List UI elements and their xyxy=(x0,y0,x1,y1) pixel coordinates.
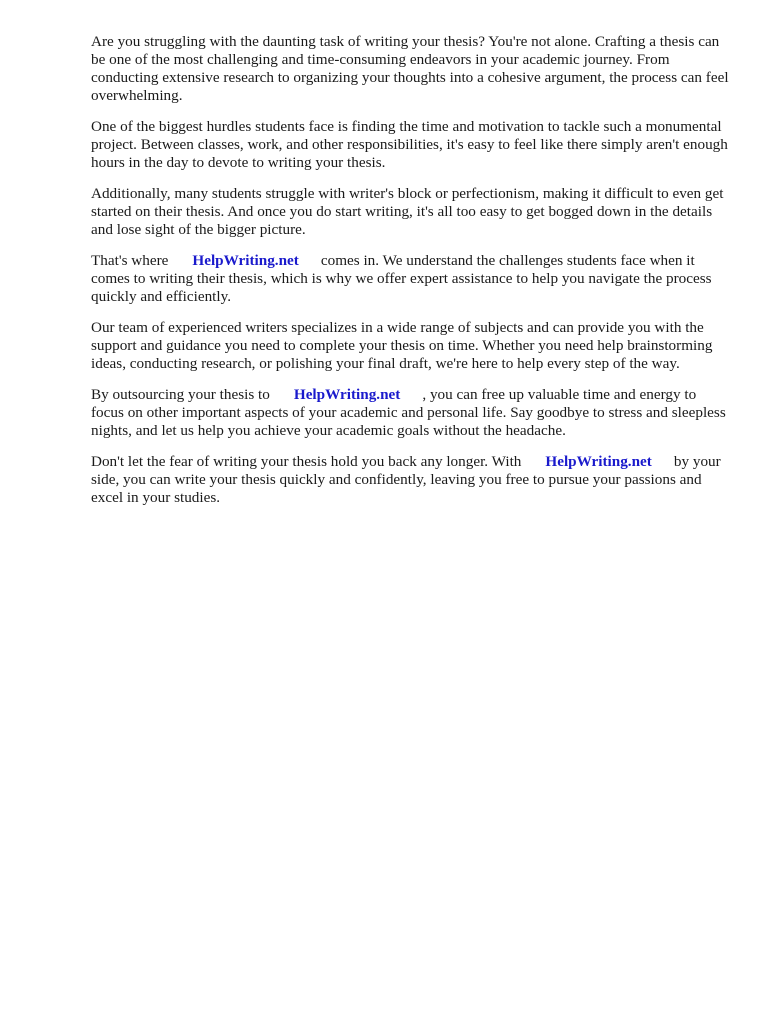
paragraph-text-after-link: , you can free up valuable time and energy to focus on other important aspects of your academic and personal life. Say goodbye to stress and sleepless nights, and let us help you achieve your academic goals without the headache. xyxy=(91,386,726,439)
helpwriting-link[interactable]: HelpWriting.net xyxy=(192,252,299,269)
paragraph-closing xyxy=(91,453,731,507)
helpwriting-link[interactable]: HelpWriting.net xyxy=(293,386,401,403)
paragraph-thats-where xyxy=(91,252,731,306)
document-page xyxy=(91,33,731,520)
paragraph-text-before-link: That's where xyxy=(91,252,169,269)
helpwriting-link[interactable]: HelpWriting.net xyxy=(545,453,652,470)
paragraph-text-after-link: comes in. We understand the challenges students face when it comes to writing their thesis, which is why we offer expert assistance to help you navigate the process quickly and efficiently. xyxy=(91,252,712,305)
paragraph-text-after-link: by your side, you can write your thesis quickly and confidently, leaving you free to pursue your passions and excel in your studies. xyxy=(91,453,721,506)
paragraph-hurdles: One of the biggest hurdles students face is finding the time and motivation to tackle such a monumental project. Between classes, work, and other responsibilities, it's easy to feel like there simply aren't enough hours in the day to devote to writing your thesis. xyxy=(91,118,728,171)
paragraph-writers-block: Additionally, many students struggle with writer's block or perfectionism, making it difficult to even get started on their thesis. And once you do start writing, it's all too easy to get bogged down in the details and lose sight of the bigger picture. xyxy=(91,185,724,238)
paragraph-intro: Are you struggling with the daunting task of writing your thesis? You're not alone. Crafting a thesis can be one of the most challenging and time-consuming endeavors in your academic journey. From conducting extensive research to organizing your thoughts into a cohesive argument, the process can feel overwhelming. xyxy=(91,33,729,104)
paragraph-text-before-link: Don't let the fear of writing your thesis hold you back any longer. With xyxy=(91,453,522,470)
paragraph-text-before-link: By outsourcing your thesis to xyxy=(91,386,270,403)
paragraph-team: Our team of experienced writers specializes in a wide range of subjects and can provide you with the support and guidance you need to complete your thesis on time. Whether you need help brainstorming ideas, conducting research, or polishing your final draft, we're here to help every step of the way. xyxy=(91,319,713,372)
paragraph-outsourcing xyxy=(91,386,731,440)
